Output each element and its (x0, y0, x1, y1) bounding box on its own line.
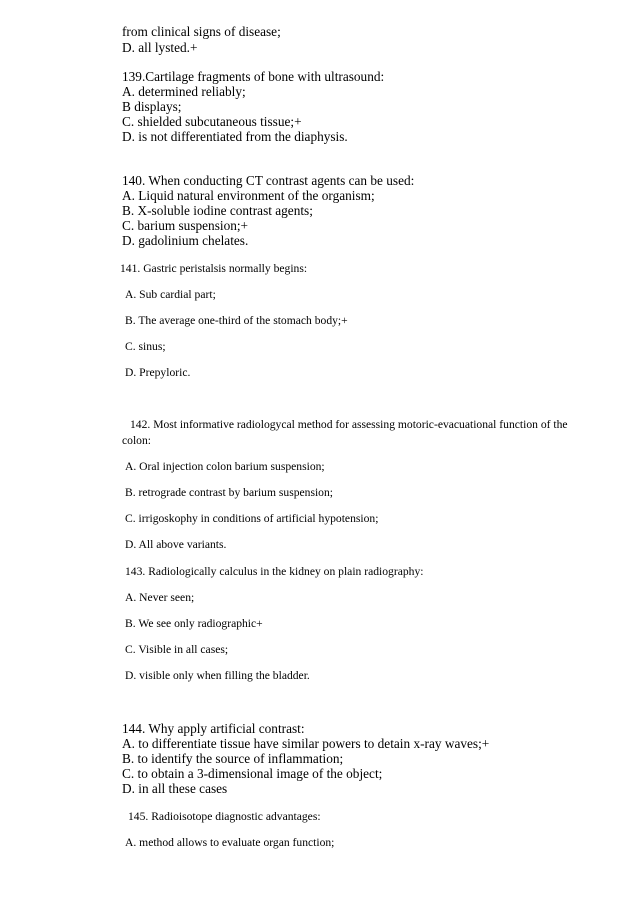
option-d: D. Prepyloric. (125, 366, 191, 379)
option-b: B. The average one-third of the stomach body;+ (125, 314, 348, 327)
option-a: A. determined reliably; (122, 84, 246, 99)
option-a: A. method allows to evaluate organ function; (125, 836, 335, 849)
option-d: D. in all these cases (122, 781, 228, 796)
question-139: 139.Cartilage fragments of bone with ultrasound: (122, 69, 385, 84)
question-141: 141. Gastric peristalsis normally begins: (120, 262, 308, 275)
option-c: C. sinus; (125, 340, 166, 353)
option-b: B. retrograde contrast by barium suspension; (125, 486, 333, 499)
option-d: D. visible only when filling the bladder. (125, 669, 310, 682)
question-144: 144. Why apply artificial contrast: (122, 721, 305, 736)
option-c: C. irrigoskophy in conditions of artificial hypotension; (125, 512, 379, 525)
option-a: A. Oral injection colon barium suspension; (125, 460, 325, 473)
option-d: D. gadolinium chelates. (122, 233, 249, 248)
question-142: 142. Most informative radiologycal method for assessing motoric-evacuational function of the (130, 418, 568, 431)
option-d: D. All above variants. (125, 538, 227, 551)
option-c: C. barium suspension;+ (122, 218, 249, 233)
option-a: A. Liquid natural environment of the organism; (122, 188, 375, 203)
option-c: C. shielded subcutaneous tissue;+ (122, 114, 302, 129)
option-c: C. Visible in all cases; (125, 643, 229, 656)
option-d: D. is not differentiated from the diaphysis. (122, 129, 348, 144)
question-145: 145. Radioisotope diagnostic advantages: (128, 810, 321, 823)
option-a: A. Sub cardial part; (125, 288, 216, 301)
option-a: A. Never seen; (125, 591, 195, 604)
option-b: B. to identify the source of inflammation; (122, 751, 344, 766)
question-140: 140. When conducting CT contrast agents can be used: (122, 173, 415, 188)
text-line: D. all lysted.+ (122, 40, 198, 55)
text-line: from clinical signs of disease; (122, 24, 281, 39)
option-b: B. We see only radiographic+ (125, 617, 263, 630)
option-c: C. to obtain a 3-dimensional image of the object; (122, 766, 383, 781)
question-143: 143. Radiologically calculus in the kidney on plain radiography: (125, 565, 424, 578)
option-b: B displays; (122, 99, 182, 114)
option-a: A. to differentiate tissue have similar powers to detain x-ray waves;+ (122, 736, 490, 751)
question-142-continued: colon: (122, 434, 151, 447)
option-b: B. X-soluble iodine contrast agents; (122, 203, 313, 218)
